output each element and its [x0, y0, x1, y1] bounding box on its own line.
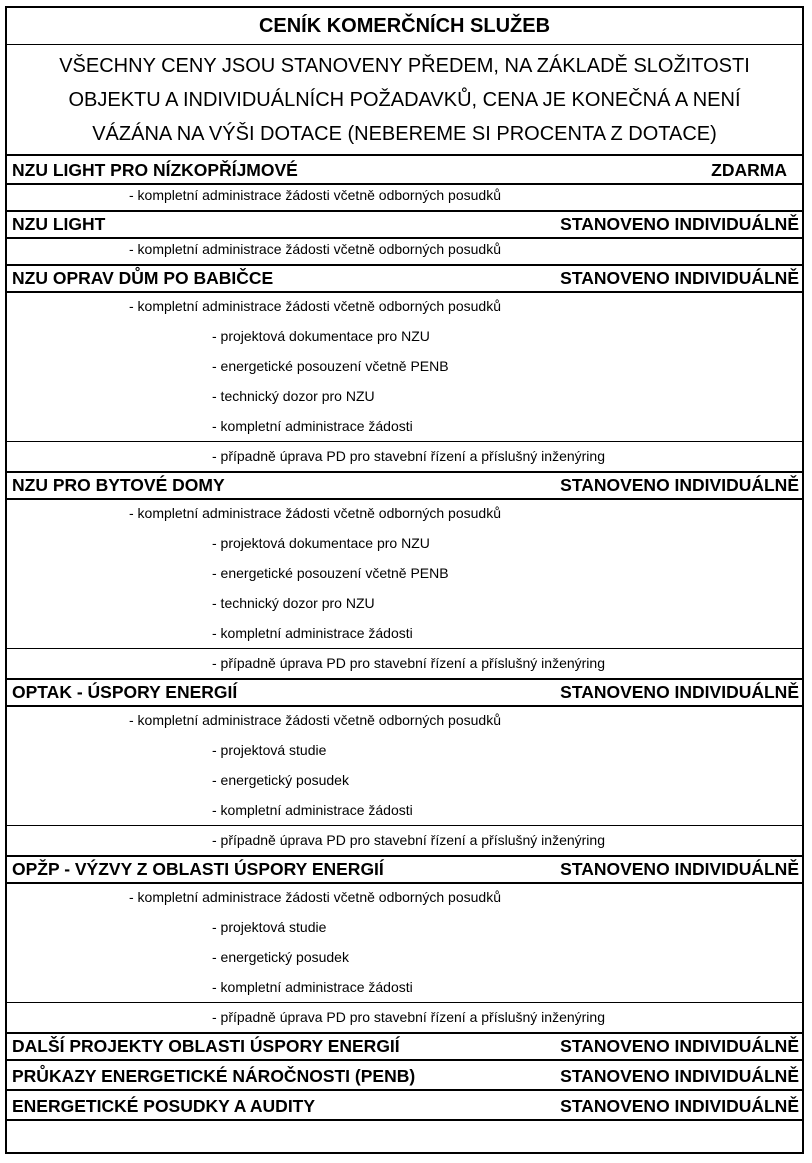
service-item [7, 498, 802, 528]
pricing-note-line-3: VÁZÁNA NA VÝŠI DOTACE (NEBEREME SI PROCENTA Z DOTACE) [92, 122, 717, 145]
section-price: STANOVENO INDIVIDUÁLNĚ [560, 859, 799, 879]
service-item-text: - kompletní administrace žádosti [212, 802, 413, 818]
section-header [7, 156, 802, 183]
service-item-text: - energetický posudek [212, 949, 349, 965]
service-item-text: - kompletní administrace žádosti včetně odborných posudků [129, 712, 501, 728]
service-item-text: - kompletní administrace žádosti [212, 625, 413, 641]
service-item-text: - případně úprava PD pro stavební řízení a příslušný inženýring [212, 448, 605, 464]
section-name: NZU LIGHT [12, 214, 106, 234]
service-item [7, 618, 802, 648]
section-name: NZU PRO BYTOVÉ DOMY [12, 475, 225, 495]
service-item [7, 825, 802, 855]
section-header [7, 855, 802, 882]
service-item [7, 588, 802, 618]
section-price: STANOVENO INDIVIDUÁLNĚ [560, 475, 799, 495]
service-item [7, 1002, 802, 1032]
section-name: ENERGETICKÉ POSUDKY A AUDITY [12, 1096, 316, 1116]
divider [7, 1059, 802, 1061]
service-item [7, 381, 802, 411]
pricing-note-line-2: OBJEKTU A INDIVIDUÁLNÍCH POŽADAVKŮ, CENA JE KONEČNÁ A NENÍ [68, 88, 741, 111]
section-price: ZDARMA [711, 160, 787, 180]
section-header [7, 1032, 802, 1059]
service-item-text: - případně úprava PD pro stavební řízení a příslušný inženýring [212, 1009, 605, 1025]
section-price: STANOVENO INDIVIDUÁLNĚ [560, 1066, 799, 1086]
section-header [7, 1092, 802, 1119]
section-price: STANOVENO INDIVIDUÁLNĚ [560, 1036, 799, 1056]
service-item [7, 441, 802, 471]
service-item [7, 972, 802, 1002]
section-name: DALŠÍ PROJEKTY OBLASTI ÚSPORY ENERGIÍ [12, 1036, 400, 1056]
section-price: STANOVENO INDIVIDUÁLNĚ [560, 268, 799, 288]
section-price: STANOVENO INDIVIDUÁLNĚ [560, 682, 799, 702]
service-item-text: - kompletní administrace žádosti včetně odborných posudků [129, 187, 501, 203]
service-item-text: - energetické posouzení včetně PENB [212, 358, 449, 374]
service-item [7, 795, 802, 825]
service-item [7, 351, 802, 381]
service-item [7, 291, 802, 321]
service-item-text: - kompletní administrace žádosti včetně odborných posudků [129, 505, 501, 521]
section-header [7, 264, 802, 291]
service-item-text: - kompletní administrace žádosti včetně odborných posudků [129, 241, 501, 257]
service-item [7, 411, 802, 441]
divider [7, 1089, 802, 1091]
service-item-text: - kompletní administrace žádosti včetně odborných posudků [129, 298, 501, 314]
section-header [7, 678, 802, 705]
price-list-sheet [5, 6, 804, 1154]
service-item-text: - kompletní administrace žádosti [212, 418, 413, 434]
service-item [7, 237, 802, 264]
section-name: NZU LIGHT PRO NÍZKOPŘÍJMOVÉ [12, 160, 298, 180]
section-name: OPTAK - ÚSPORY ENERGIÍ [12, 682, 238, 702]
service-item [7, 942, 802, 972]
service-item-text: - projektová studie [212, 919, 327, 935]
pricing-note-line-1: VŠECHNY CENY JSOU STANOVENY PŘEDEM, NA ZÁKLADĚ SLOŽITOSTI [59, 54, 750, 77]
service-item-text: - projektová dokumentace pro NZU [212, 535, 430, 551]
service-item-text: - případně úprava PD pro stavební řízení a příslušný inženýring [212, 832, 605, 848]
service-item-text: - projektová dokumentace pro NZU [212, 328, 430, 344]
service-item-text: - technický dozor pro NZU [212, 388, 375, 404]
service-item [7, 882, 802, 912]
service-item [7, 735, 802, 765]
section-price: STANOVENO INDIVIDUÁLNĚ [560, 1096, 799, 1116]
service-item [7, 648, 802, 678]
service-item-text: - kompletní administrace žádosti [212, 979, 413, 995]
section-price: STANOVENO INDIVIDUÁLNĚ [560, 214, 799, 234]
section-name: NZU OPRAV DŮM PO BABIČCE [12, 268, 274, 288]
divider [7, 1119, 802, 1121]
service-item [7, 558, 802, 588]
service-item-text: - případně úprava PD pro stavební řízení a příslušný inženýring [212, 655, 605, 671]
section-header [7, 210, 802, 237]
service-item [7, 321, 802, 351]
service-item-text: - energetické posouzení včetně PENB [212, 565, 449, 581]
service-item-text: - kompletní administrace žádosti včetně odborných posudků [129, 889, 501, 905]
section-name: OPŽP - VÝZVY Z OBLASTI ÚSPORY ENERGIÍ [12, 859, 384, 879]
section-name: PRŮKAZY ENERGETICKÉ NÁROČNOSTI (PENB) [12, 1066, 416, 1086]
service-item-text: - energetický posudek [212, 772, 349, 788]
page-title: CENÍK KOMERČNÍCH SLUŽEB [7, 8, 802, 45]
section-header [7, 1062, 802, 1089]
service-item [7, 765, 802, 795]
section-header [7, 471, 802, 498]
service-item-text: - technický dozor pro NZU [212, 595, 375, 611]
service-item [7, 705, 802, 735]
service-item [7, 912, 802, 942]
service-item [7, 528, 802, 558]
service-item [7, 183, 802, 210]
pricing-note [7, 45, 802, 156]
service-item-text: - projektová studie [212, 742, 327, 758]
